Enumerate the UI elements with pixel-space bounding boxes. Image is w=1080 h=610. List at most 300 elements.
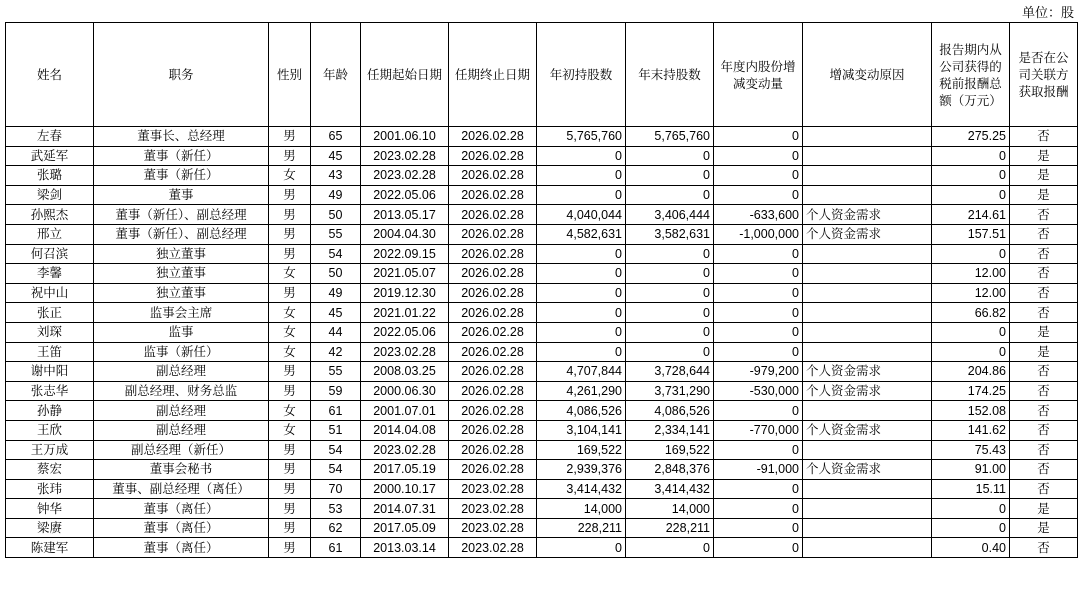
cell-term-start: 2023.02.28 — [361, 146, 449, 166]
table-row — [6, 342, 1078, 362]
cell-term-start: 2022.09.15 — [361, 244, 449, 264]
header-age: 年龄 — [311, 23, 361, 127]
cell-age: 54 — [311, 460, 361, 480]
cell-shares-end: 0 — [626, 303, 714, 323]
cell-term-start: 2023.02.28 — [361, 440, 449, 460]
cell-shares-change: 0 — [714, 440, 803, 460]
cell-compensation: 214.61 — [932, 205, 1010, 225]
cell-term-end: 2023.02.28 — [449, 538, 537, 558]
cell-age: 50 — [311, 205, 361, 225]
cell-related-party: 否 — [1010, 205, 1078, 225]
cell-name: 左春 — [6, 127, 94, 147]
cell-age: 51 — [311, 420, 361, 440]
cell-shares-change: 0 — [714, 244, 803, 264]
cell-position: 董事（新任） — [94, 166, 269, 186]
cell-gender: 男 — [269, 185, 311, 205]
table-row — [6, 127, 1078, 147]
table-row — [6, 538, 1078, 558]
cell-name: 张玮 — [6, 479, 94, 499]
cell-gender: 女 — [269, 264, 311, 284]
cell-age: 50 — [311, 264, 361, 284]
cell-age: 42 — [311, 342, 361, 362]
cell-related-party: 否 — [1010, 244, 1078, 264]
cell-name: 陈建军 — [6, 538, 94, 558]
cell-shares-change: 0 — [714, 401, 803, 421]
cell-position: 监事会主席 — [94, 303, 269, 323]
cell-shares-change: 0 — [714, 146, 803, 166]
cell-related-party: 否 — [1010, 479, 1078, 499]
cell-gender: 女 — [269, 401, 311, 421]
cell-shares-change: -770,000 — [714, 420, 803, 440]
cell-term-end: 2023.02.28 — [449, 499, 537, 519]
cell-term-start: 2001.06.10 — [361, 127, 449, 147]
header-shares-end: 年末持股数 — [626, 23, 714, 127]
cell-position: 独立董事 — [94, 283, 269, 303]
cell-related-party: 否 — [1010, 538, 1078, 558]
cell-name: 钟华 — [6, 499, 94, 519]
header-related-party: 是否在公司关联方获取报酬 — [1010, 23, 1078, 127]
cell-compensation: 0 — [932, 322, 1010, 342]
cell-gender: 男 — [269, 362, 311, 382]
cell-age: 59 — [311, 381, 361, 401]
cell-gender: 男 — [269, 146, 311, 166]
cell-age: 49 — [311, 283, 361, 303]
cell-shares-begin: 4,086,526 — [537, 401, 626, 421]
cell-gender: 男 — [269, 538, 311, 558]
cell-term-start: 2023.02.28 — [361, 342, 449, 362]
table-row — [6, 362, 1078, 382]
table-row — [6, 518, 1078, 538]
cell-name: 梁赓 — [6, 518, 94, 538]
cell-term-start: 2014.04.08 — [361, 420, 449, 440]
cell-name: 王笛 — [6, 342, 94, 362]
cell-related-party: 否 — [1010, 224, 1078, 244]
table-row — [6, 166, 1078, 186]
cell-position: 董事（离任） — [94, 538, 269, 558]
cell-gender: 男 — [269, 479, 311, 499]
cell-shares-begin: 4,707,844 — [537, 362, 626, 382]
cell-shares-end: 0 — [626, 146, 714, 166]
cell-change-reason — [803, 518, 932, 538]
cell-position: 董事会秘书 — [94, 460, 269, 480]
cell-name: 谢中阳 — [6, 362, 94, 382]
cell-shares-change: 0 — [714, 342, 803, 362]
cell-gender: 女 — [269, 303, 311, 323]
cell-compensation: 0 — [932, 166, 1010, 186]
table-row — [6, 479, 1078, 499]
table-row — [6, 146, 1078, 166]
cell-position: 董事（新任） — [94, 146, 269, 166]
header-row — [6, 23, 1078, 127]
cell-shares-begin: 0 — [537, 322, 626, 342]
cell-age: 54 — [311, 244, 361, 264]
cell-compensation: 0 — [932, 499, 1010, 519]
cell-change-reason: 个人资金需求 — [803, 224, 932, 244]
cell-shares-end: 14,000 — [626, 499, 714, 519]
cell-name: 王欣 — [6, 420, 94, 440]
cell-age: 61 — [311, 538, 361, 558]
cell-term-end: 2026.02.28 — [449, 224, 537, 244]
cell-name: 邢立 — [6, 224, 94, 244]
table-row — [6, 322, 1078, 342]
cell-change-reason — [803, 303, 932, 323]
cell-shares-change: -1,000,000 — [714, 224, 803, 244]
cell-compensation: 141.62 — [932, 420, 1010, 440]
cell-position: 董事长、总经理 — [94, 127, 269, 147]
cell-gender: 女 — [269, 342, 311, 362]
cell-shares-begin: 0 — [537, 303, 626, 323]
cell-shares-begin: 0 — [537, 342, 626, 362]
cell-shares-begin: 4,040,044 — [537, 205, 626, 225]
cell-compensation: 0.40 — [932, 538, 1010, 558]
cell-shares-begin: 0 — [537, 146, 626, 166]
cell-name: 刘琛 — [6, 322, 94, 342]
cell-term-start: 2004.04.30 — [361, 224, 449, 244]
cell-shares-change: 0 — [714, 127, 803, 147]
table-row — [6, 420, 1078, 440]
cell-change-reason — [803, 322, 932, 342]
cell-compensation: 0 — [932, 342, 1010, 362]
cell-shares-begin: 0 — [537, 264, 626, 284]
table-row — [6, 264, 1078, 284]
table-row — [6, 460, 1078, 480]
cell-change-reason: 个人资金需求 — [803, 460, 932, 480]
cell-shares-end: 0 — [626, 322, 714, 342]
cell-term-start: 2014.07.31 — [361, 499, 449, 519]
cell-related-party: 否 — [1010, 401, 1078, 421]
cell-compensation: 152.08 — [932, 401, 1010, 421]
cell-term-start: 2022.05.06 — [361, 185, 449, 205]
cell-change-reason — [803, 283, 932, 303]
cell-shares-change: -633,600 — [714, 205, 803, 225]
header-term-start: 任期起始日期 — [361, 23, 449, 127]
cell-related-party: 否 — [1010, 264, 1078, 284]
cell-gender: 男 — [269, 518, 311, 538]
cell-term-start: 2000.10.17 — [361, 479, 449, 499]
cell-change-reason: 个人资金需求 — [803, 420, 932, 440]
cell-position: 董事（离任） — [94, 499, 269, 519]
shareholding-table — [5, 22, 1078, 558]
cell-shares-begin: 3,414,432 — [537, 479, 626, 499]
header-name: 姓名 — [6, 23, 94, 127]
cell-shares-begin: 4,582,631 — [537, 224, 626, 244]
cell-term-end: 2026.02.28 — [449, 303, 537, 323]
cell-age: 43 — [311, 166, 361, 186]
cell-name: 孙熙杰 — [6, 205, 94, 225]
cell-term-end: 2026.02.28 — [449, 401, 537, 421]
cell-name: 张璐 — [6, 166, 94, 186]
cell-shares-change: -979,200 — [714, 362, 803, 382]
cell-term-end: 2026.02.28 — [449, 264, 537, 284]
cell-name: 梁剑 — [6, 185, 94, 205]
cell-related-party: 是 — [1010, 499, 1078, 519]
cell-compensation: 12.00 — [932, 264, 1010, 284]
cell-change-reason — [803, 185, 932, 205]
cell-name: 何召滨 — [6, 244, 94, 264]
cell-compensation: 157.51 — [932, 224, 1010, 244]
cell-name: 孙静 — [6, 401, 94, 421]
cell-gender: 男 — [269, 460, 311, 480]
cell-shares-begin: 0 — [537, 166, 626, 186]
cell-name: 李馨 — [6, 264, 94, 284]
cell-term-end: 2026.02.28 — [449, 440, 537, 460]
cell-term-start: 2017.05.09 — [361, 518, 449, 538]
cell-age: 45 — [311, 303, 361, 323]
cell-shares-change: 0 — [714, 303, 803, 323]
cell-change-reason — [803, 342, 932, 362]
cell-term-start: 2021.05.07 — [361, 264, 449, 284]
cell-shares-change: 0 — [714, 499, 803, 519]
cell-shares-end: 0 — [626, 264, 714, 284]
cell-name: 张正 — [6, 303, 94, 323]
table-row — [6, 401, 1078, 421]
cell-shares-change: 0 — [714, 518, 803, 538]
cell-shares-end: 0 — [626, 538, 714, 558]
cell-position: 副总经理 — [94, 362, 269, 382]
cell-age: 62 — [311, 518, 361, 538]
cell-gender: 男 — [269, 381, 311, 401]
cell-position: 独立董事 — [94, 264, 269, 284]
cell-gender: 男 — [269, 440, 311, 460]
cell-term-end: 2023.02.28 — [449, 479, 537, 499]
cell-compensation: 275.25 — [932, 127, 1010, 147]
cell-change-reason — [803, 401, 932, 421]
cell-term-start: 2019.12.30 — [361, 283, 449, 303]
cell-position: 副总经理、财务总监 — [94, 381, 269, 401]
table-row — [6, 440, 1078, 460]
cell-position: 副总经理（新任） — [94, 440, 269, 460]
cell-shares-begin: 0 — [537, 283, 626, 303]
cell-shares-end: 0 — [626, 185, 714, 205]
cell-change-reason — [803, 127, 932, 147]
cell-change-reason: 个人资金需求 — [803, 362, 932, 382]
cell-related-party: 否 — [1010, 362, 1078, 382]
cell-compensation: 15.11 — [932, 479, 1010, 499]
unit-label: 单位：股 — [1021, 6, 1074, 21]
cell-term-start: 2008.03.25 — [361, 362, 449, 382]
cell-age: 44 — [311, 322, 361, 342]
cell-related-party: 否 — [1010, 283, 1078, 303]
cell-shares-change: 0 — [714, 185, 803, 205]
header-term-end: 任期终止日期 — [449, 23, 537, 127]
table-row — [6, 499, 1078, 519]
header-gender: 性别 — [269, 23, 311, 127]
cell-shares-change: 0 — [714, 322, 803, 342]
cell-term-end: 2026.02.28 — [449, 244, 537, 264]
header-shares-begin: 年初持股数 — [537, 23, 626, 127]
table-row — [6, 224, 1078, 244]
cell-compensation: 204.86 — [932, 362, 1010, 382]
cell-change-reason: 个人资金需求 — [803, 205, 932, 225]
header-compensation: 报告期内从公司获得的税前报酬总额（万元） — [932, 23, 1010, 127]
header-shares-change: 年度内股份增减变动量 — [714, 23, 803, 127]
cell-gender: 男 — [269, 224, 311, 244]
cell-position: 董事（新任）、副总经理 — [94, 224, 269, 244]
cell-related-party: 否 — [1010, 381, 1078, 401]
cell-shares-change: 0 — [714, 283, 803, 303]
table-row — [6, 205, 1078, 225]
cell-change-reason — [803, 538, 932, 558]
table-row — [6, 283, 1078, 303]
cell-shares-begin: 2,939,376 — [537, 460, 626, 480]
cell-gender: 女 — [269, 322, 311, 342]
cell-shares-change: -530,000 — [714, 381, 803, 401]
cell-term-end: 2026.02.28 — [449, 146, 537, 166]
table-row — [6, 244, 1078, 264]
cell-change-reason: 个人资金需求 — [803, 381, 932, 401]
cell-shares-begin: 3,104,141 — [537, 420, 626, 440]
cell-shares-begin: 0 — [537, 244, 626, 264]
cell-compensation: 0 — [932, 518, 1010, 538]
cell-position: 副总经理 — [94, 420, 269, 440]
cell-term-end: 2026.02.28 — [449, 362, 537, 382]
cell-term-start: 2013.05.17 — [361, 205, 449, 225]
cell-related-party: 是 — [1010, 322, 1078, 342]
cell-term-start: 2017.05.19 — [361, 460, 449, 480]
cell-position: 董事、副总经理（离任） — [94, 479, 269, 499]
cell-position: 董事（新任）、副总经理 — [94, 205, 269, 225]
cell-shares-end: 3,731,290 — [626, 381, 714, 401]
cell-gender: 男 — [269, 499, 311, 519]
cell-related-party: 否 — [1010, 127, 1078, 147]
cell-age: 49 — [311, 185, 361, 205]
cell-name: 王万成 — [6, 440, 94, 460]
cell-age: 53 — [311, 499, 361, 519]
cell-compensation: 174.25 — [932, 381, 1010, 401]
cell-related-party: 否 — [1010, 420, 1078, 440]
cell-term-start: 2021.01.22 — [361, 303, 449, 323]
cell-shares-begin: 4,261,290 — [537, 381, 626, 401]
cell-shares-end: 4,086,526 — [626, 401, 714, 421]
cell-shares-end: 0 — [626, 244, 714, 264]
cell-term-end: 2026.02.28 — [449, 205, 537, 225]
cell-term-start: 2000.06.30 — [361, 381, 449, 401]
cell-shares-end: 0 — [626, 283, 714, 303]
cell-gender: 男 — [269, 283, 311, 303]
cell-shares-end: 169,522 — [626, 440, 714, 460]
cell-gender: 男 — [269, 127, 311, 147]
cell-age: 54 — [311, 440, 361, 460]
cell-compensation: 66.82 — [932, 303, 1010, 323]
cell-term-end: 2026.02.28 — [449, 322, 537, 342]
cell-shares-change: 0 — [714, 538, 803, 558]
cell-change-reason — [803, 264, 932, 284]
cell-shares-change: 0 — [714, 479, 803, 499]
cell-term-end: 2026.02.28 — [449, 127, 537, 147]
cell-compensation: 75.43 — [932, 440, 1010, 460]
cell-position: 独立董事 — [94, 244, 269, 264]
cell-change-reason — [803, 479, 932, 499]
cell-name: 张志华 — [6, 381, 94, 401]
cell-related-party: 否 — [1010, 303, 1078, 323]
cell-term-start: 2001.07.01 — [361, 401, 449, 421]
cell-related-party: 是 — [1010, 166, 1078, 186]
cell-shares-begin: 5,765,760 — [537, 127, 626, 147]
cell-shares-begin: 14,000 — [537, 499, 626, 519]
cell-change-reason — [803, 146, 932, 166]
cell-related-party: 否 — [1010, 460, 1078, 480]
cell-name: 蔡宏 — [6, 460, 94, 480]
cell-term-end: 2026.02.28 — [449, 420, 537, 440]
cell-term-end: 2026.02.28 — [449, 166, 537, 186]
table-row — [6, 381, 1078, 401]
cell-position: 董事（离任） — [94, 518, 269, 538]
cell-shares-begin: 228,211 — [537, 518, 626, 538]
cell-shares-end: 5,765,760 — [626, 127, 714, 147]
header-change-reason: 增减变动原因 — [803, 23, 932, 127]
cell-related-party: 是 — [1010, 185, 1078, 205]
cell-term-end: 2026.02.28 — [449, 460, 537, 480]
cell-term-end: 2026.02.28 — [449, 185, 537, 205]
cell-compensation: 0 — [932, 146, 1010, 166]
cell-related-party: 是 — [1010, 518, 1078, 538]
cell-term-start: 2013.03.14 — [361, 538, 449, 558]
cell-age: 55 — [311, 362, 361, 382]
cell-shares-begin: 0 — [537, 538, 626, 558]
cell-position: 监事（新任） — [94, 342, 269, 362]
cell-shares-end: 2,848,376 — [626, 460, 714, 480]
cell-change-reason — [803, 244, 932, 264]
cell-compensation: 0 — [932, 185, 1010, 205]
cell-shares-begin: 169,522 — [537, 440, 626, 460]
cell-shares-end: 228,211 — [626, 518, 714, 538]
cell-name: 武延军 — [6, 146, 94, 166]
table-row — [6, 185, 1078, 205]
cell-term-end: 2026.02.28 — [449, 283, 537, 303]
cell-shares-end: 3,728,644 — [626, 362, 714, 382]
cell-shares-begin: 0 — [537, 185, 626, 205]
cell-term-end: 2026.02.28 — [449, 342, 537, 362]
cell-related-party: 是 — [1010, 342, 1078, 362]
cell-shares-end: 0 — [626, 166, 714, 186]
cell-shares-end: 3,414,432 — [626, 479, 714, 499]
cell-term-start: 2022.05.06 — [361, 322, 449, 342]
cell-gender: 男 — [269, 205, 311, 225]
cell-related-party: 是 — [1010, 146, 1078, 166]
cell-age: 65 — [311, 127, 361, 147]
cell-shares-change: -91,000 — [714, 460, 803, 480]
cell-change-reason — [803, 166, 932, 186]
cell-compensation: 12.00 — [932, 283, 1010, 303]
cell-change-reason — [803, 499, 932, 519]
cell-compensation: 0 — [932, 244, 1010, 264]
cell-shares-end: 2,334,141 — [626, 420, 714, 440]
cell-position: 监事 — [94, 322, 269, 342]
cell-shares-end: 3,406,444 — [626, 205, 714, 225]
cell-age: 55 — [311, 224, 361, 244]
cell-shares-end: 3,582,631 — [626, 224, 714, 244]
cell-change-reason — [803, 440, 932, 460]
cell-name: 祝中山 — [6, 283, 94, 303]
table-row — [6, 303, 1078, 323]
cell-term-end: 2023.02.28 — [449, 518, 537, 538]
header-position: 职务 — [94, 23, 269, 127]
cell-shares-end: 0 — [626, 342, 714, 362]
cell-shares-change: 0 — [714, 166, 803, 186]
cell-shares-change: 0 — [714, 264, 803, 284]
cell-gender: 女 — [269, 420, 311, 440]
cell-position: 副总经理 — [94, 401, 269, 421]
cell-compensation: 91.00 — [932, 460, 1010, 480]
cell-position: 董事 — [94, 185, 269, 205]
cell-gender: 男 — [269, 244, 311, 264]
cell-age: 45 — [311, 146, 361, 166]
cell-gender: 女 — [269, 166, 311, 186]
cell-age: 61 — [311, 401, 361, 421]
cell-related-party: 否 — [1010, 440, 1078, 460]
cell-term-start: 2023.02.28 — [361, 166, 449, 186]
cell-term-end: 2026.02.28 — [449, 381, 537, 401]
